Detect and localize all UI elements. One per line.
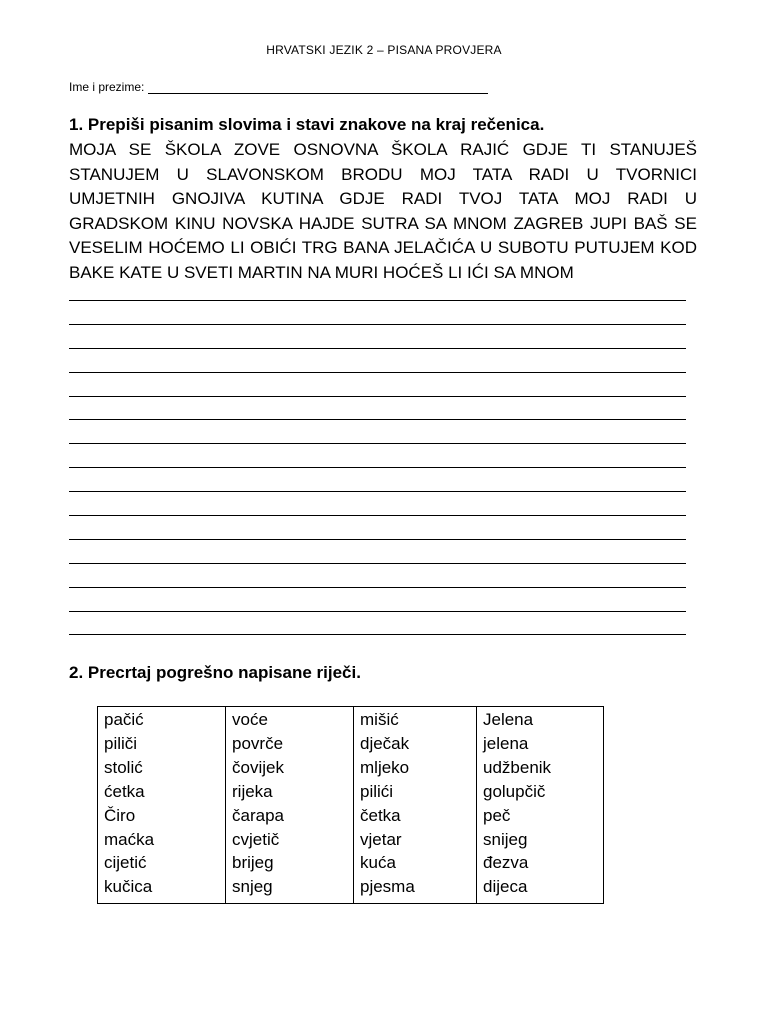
answer-line[interactable]: [69, 611, 686, 612]
word-item[interactable]: čovijek: [232, 757, 284, 777]
task1-title: 1. Prepiši pisanim slovima i stavi znakove na kraj rečenica.: [69, 115, 545, 134]
answer-line[interactable]: [69, 419, 686, 420]
task1-text-line: STANUJEM U SLAVONSKOM BRODU MOJ TATA RADI U TVORNICI: [69, 164, 697, 184]
answer-line[interactable]: [69, 563, 686, 564]
word-item[interactable]: mišić: [360, 710, 399, 729]
word-column: [354, 707, 477, 904]
answer-line[interactable]: [69, 467, 686, 468]
word-column: [98, 707, 226, 904]
answer-line[interactable]: [69, 634, 686, 635]
word-item[interactable]: pjesma: [360, 877, 415, 897]
word-item[interactable]: snijeg: [483, 829, 528, 849]
answer-line[interactable]: [69, 300, 686, 301]
word-item[interactable]: piliči: [104, 733, 138, 753]
word-item[interactable]: čarapa: [232, 805, 284, 825]
word-item[interactable]: golupčič: [483, 781, 546, 801]
task1-text-line: MOJA SE ŠKOLA ZOVE OSNOVNA ŠKOLA RAJIĆ GDJE TI STANUJEŠ: [69, 140, 697, 159]
word-table: [97, 706, 604, 904]
word-item[interactable]: pilići: [360, 781, 394, 801]
word-table-row: [98, 707, 604, 904]
answer-line[interactable]: [69, 348, 686, 349]
answer-line[interactable]: [69, 324, 686, 325]
word-item[interactable]: jelena: [483, 733, 529, 753]
word-item[interactable]: povrče: [232, 733, 284, 753]
task1-text-line: GRADSKOM KINU NOVSKA HAJDE SUTRA SA MNOM ZAGREB JUPI BAŠ SE: [69, 213, 697, 233]
word-item[interactable]: pačić: [104, 710, 144, 729]
answer-line[interactable]: [69, 587, 686, 588]
word-item[interactable]: dijeca: [483, 877, 528, 897]
word-item[interactable]: rijeka: [232, 781, 273, 801]
answer-lines: [69, 300, 686, 658]
word-item[interactable]: brijeg: [232, 853, 274, 873]
name-field-label: Ime i prezime:: [69, 80, 145, 94]
answer-line[interactable]: [69, 372, 686, 373]
answer-line[interactable]: [69, 539, 686, 540]
answer-line[interactable]: [69, 515, 686, 516]
answer-line[interactable]: [69, 396, 686, 397]
word-item[interactable]: voće: [232, 710, 268, 729]
page-title: HRVATSKI JEZIK 2 – PISANA PROVJERA: [266, 43, 502, 57]
word-item[interactable]: četka: [360, 805, 401, 825]
task1-text-line: BAKE KATE U SVETI MARTIN NA MURI HOĆEŠ LI IĆI SA MNOM: [69, 262, 574, 282]
word-column: [226, 707, 354, 904]
word-item[interactable]: Čiro: [104, 805, 136, 825]
name-field-line[interactable]: [148, 80, 488, 94]
word-item[interactable]: dječak: [360, 733, 410, 753]
word-item[interactable]: cvjetič: [232, 829, 280, 849]
answer-line[interactable]: [69, 443, 686, 444]
word-column: [477, 707, 604, 904]
word-item[interactable]: kučica: [104, 877, 153, 897]
answer-line[interactable]: [69, 491, 686, 492]
task1-text-line: VESELIM HOĆEMO LI OBIĆI TRG BANA JELAČIĆA U SUBOTU PUTUJEM KOD: [69, 238, 697, 258]
word-item[interactable]: stolić: [104, 757, 143, 777]
word-item[interactable]: ćetka: [104, 781, 145, 801]
word-item[interactable]: kuća: [360, 853, 396, 873]
word-item[interactable]: Jelena: [483, 710, 534, 729]
word-item[interactable]: udžbenik: [483, 757, 552, 777]
word-item[interactable]: cijetić: [104, 853, 147, 873]
task2-title: 2. Precrtaj pogrešno napisane riječi.: [69, 663, 361, 682]
task1-text: [69, 138, 697, 286]
word-item[interactable]: snjeg: [232, 877, 273, 897]
name-field-row: [69, 80, 488, 94]
task1-text-line: UMJETNIH GNOJIVA KUTINA GDJE RADI TVOJ TATA MOJ RADI U: [69, 189, 697, 209]
word-item[interactable]: peč: [483, 805, 511, 825]
word-item[interactable]: đezva: [483, 853, 529, 873]
word-item[interactable]: vjetar: [360, 829, 402, 849]
word-item[interactable]: mljeko: [360, 757, 410, 777]
word-item[interactable]: maćka: [104, 829, 155, 849]
